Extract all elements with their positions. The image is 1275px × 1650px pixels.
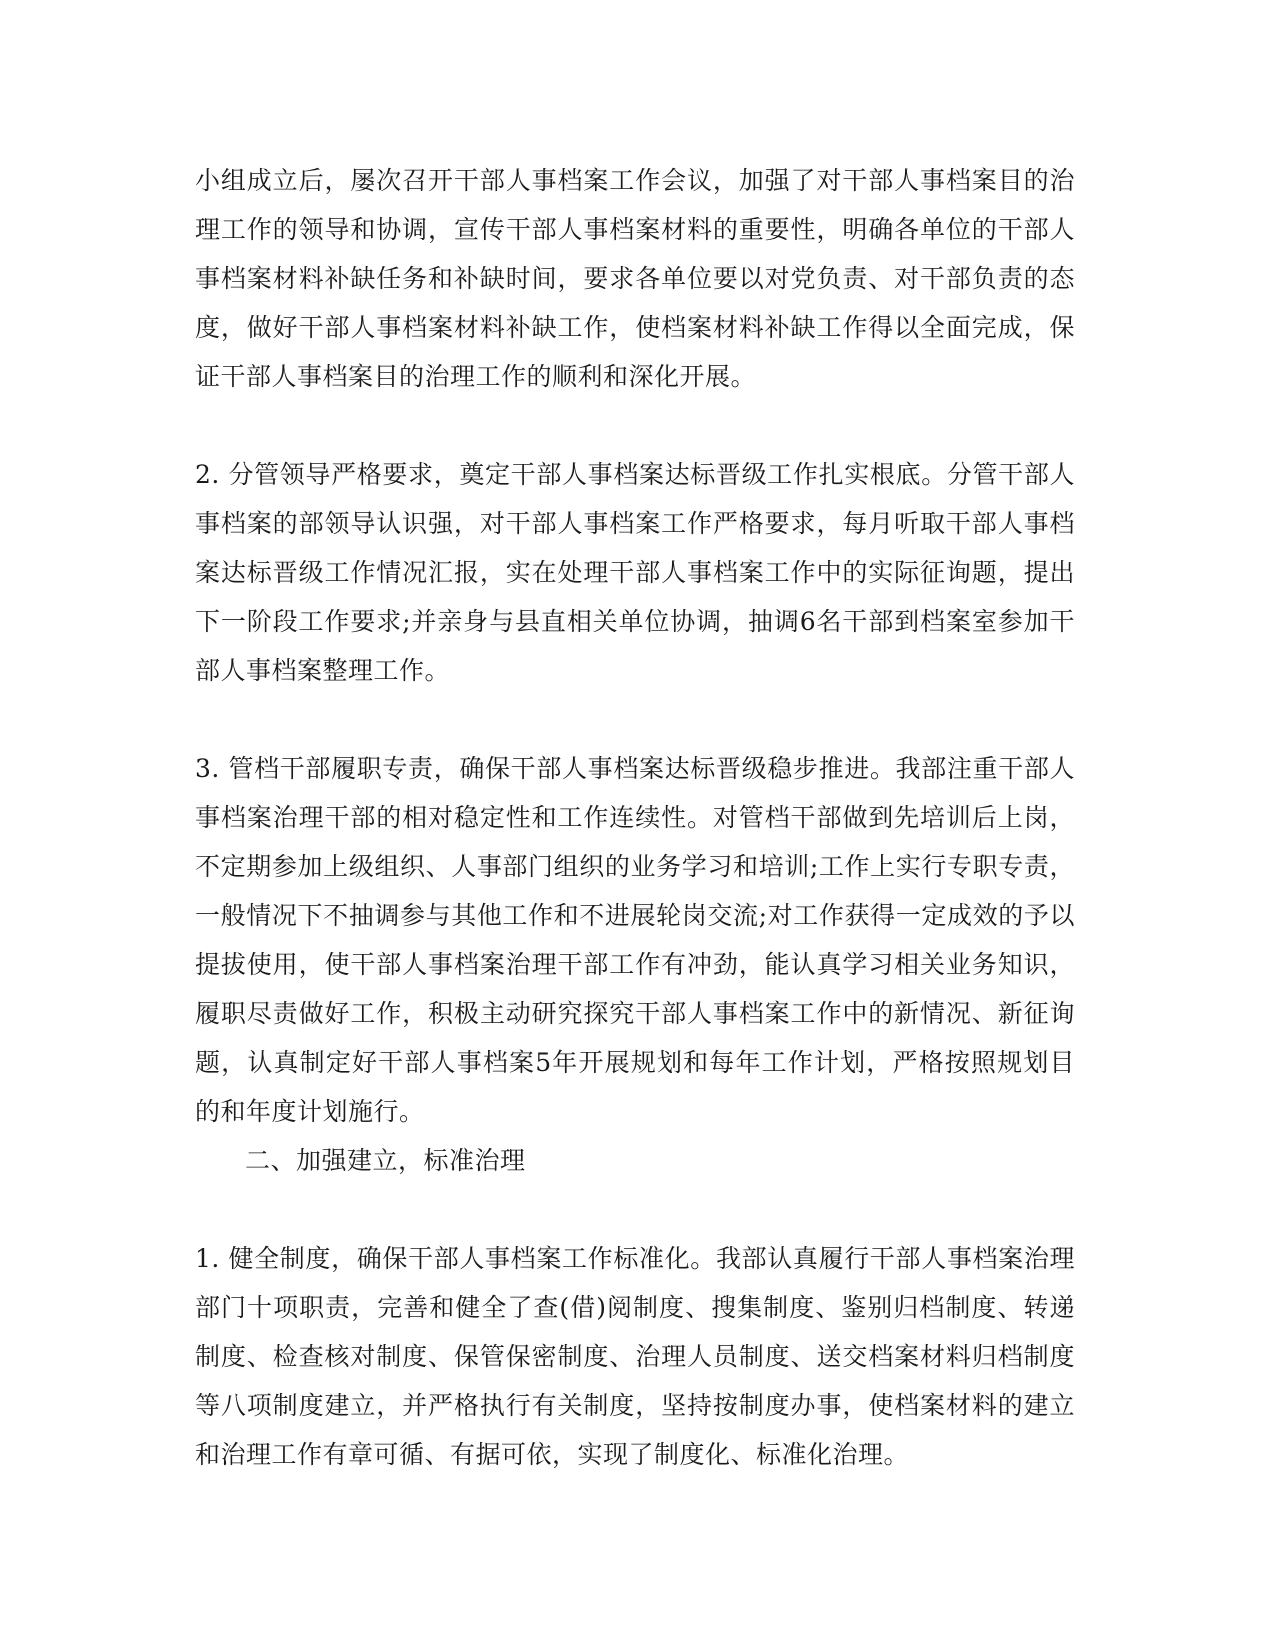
paragraph-leadership-requirements: 2. 分管领导严格要求，奠定干部人事档案达标晋级工作扎实根底。分管干部人事档案的部领导认识强，对干部人事档案工作严格要求，每月听取干部人事档案达标晋级工作情况汇报，实在处理干部人事档案工作中的实际征询题，提出下一阶段工作要求;并亲身与县直相关单位协调，抽调6名干部到档案室参加干部人事档案整理工作。 <box>195 460 1075 685</box>
paragraph-improve-system: 1. 健全制度，确保干部人事档案工作标准化。我部认真履行干部人事档案治理部门十项职责，完善和健全了查(借)阅制度、搜集制度、鉴别归档制度、转递制度、检查核对制度、保管保密制度、治理人员制度、送交档案材料归档制度等八项制度建立，并严格执行有关制度，坚持按制度办事，使档案材料的建立和治理工作有章可循、有据可依，实现了制度化、标准化治理。 <box>195 1244 1075 1469</box>
section-heading-two: 二、加强建立，标准治理 <box>245 1146 526 1175</box>
document-body <box>195 156 1075 1479</box>
paragraph-team-meetings: 小组成立后，屡次召开干部人事档案工作会议，加强了对干部人事档案目的治理工作的领导和协调，宣传干部人事档案材料的重要性，明确各单位的干部人事档案材料补缺任务和补缺时间，要求各单位要以对党负责、对干部负责的态度，做好干部人事档案材料补缺工作，使档案材料补缺工作得以全面完成，保证干部人事档案目的治理工作的顺利和深化开展。 <box>195 166 1075 391</box>
paragraph-archive-staff-duties: 3. 管档干部履职专责，确保干部人事档案达标晋级稳步推进。我部注重干部人事档案治理干部的相对稳定性和工作连续性。对管档干部做到先培训后上岗，不定期参加上级组织、人事部门组织的业务学习和培训;工作上实行专职专责，一般情况下不抽调参与其他工作和不进展轮岗交流;对工作获得一定成效的予以提拔使用，使干部人事档案治理干部工作有冲劲，能认真学习相关业务知识，履职尽责做好工作，积极主动研究探究干部人事档案工作中的新情况、新征询题，认真制定好干部人事档案5年开展规划和每年工作计划，严格按照规划目的和年度计划施行。 <box>195 754 1075 1126</box>
